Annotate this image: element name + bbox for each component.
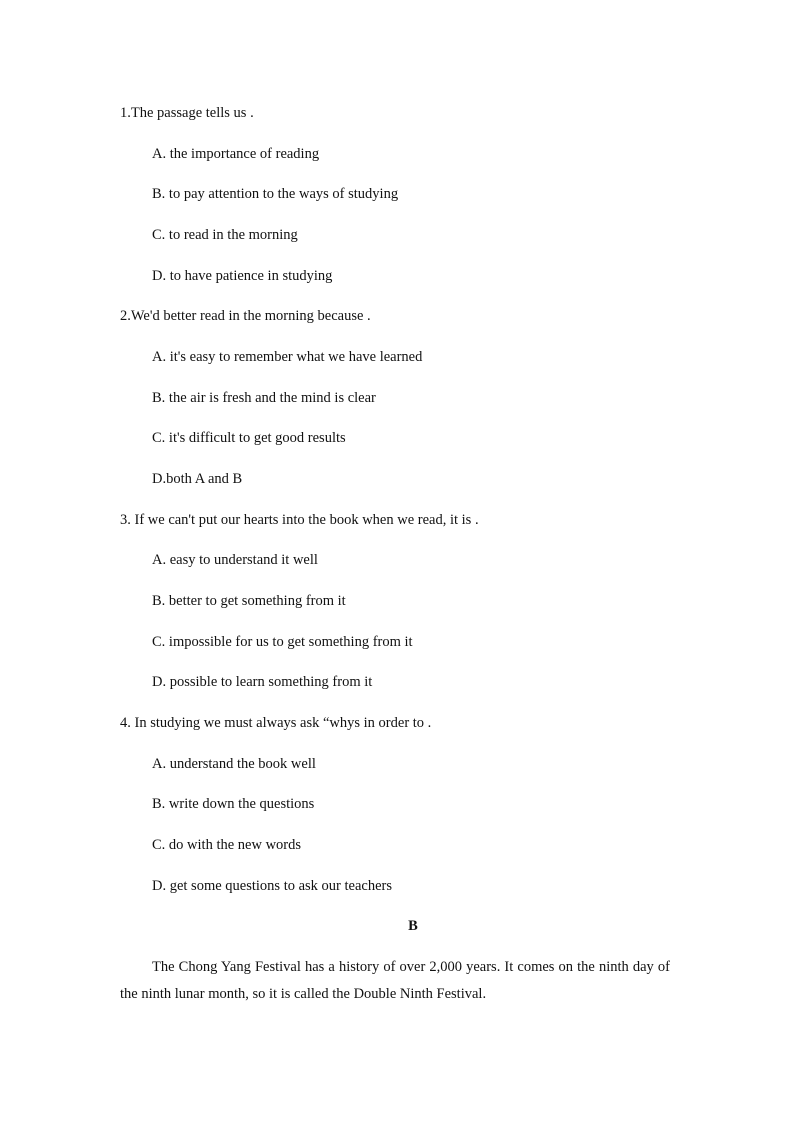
question-2-option-a: A. it's easy to remember what we have learned: [152, 349, 423, 365]
question-4-option-c: C. do with the new words: [152, 837, 302, 853]
question-3-stem: 3. If we can't put our hearts into the book when we read, it is .: [120, 512, 479, 528]
question-1-option-a: A. the importance of reading: [152, 146, 320, 162]
question-3-option-a: A. easy to understand it well: [152, 552, 318, 568]
question-3-option-b: B. better to get something from it: [152, 593, 346, 609]
question-3-option-d: D. possible to learn something from it: [152, 674, 373, 690]
question-4-option-b: B. write down the questions: [152, 796, 315, 812]
question-2-option-d: D.both A and B: [152, 471, 243, 487]
section-heading: B: [408, 918, 418, 934]
question-2-option-b: B. the air is fresh and the mind is clear: [152, 390, 376, 406]
question-4-option-d: D. get some questions to ask our teachers: [152, 878, 393, 894]
section-paragraph: The Chong Yang Festival has a history of over 2,000 years. It comes on the ninth day of the ninth lunar month, so it is called the Double Ninth Festival.: [120, 959, 670, 1002]
question-4-option-a: A. understand the book well: [152, 756, 316, 772]
question-1-option-b: B. to pay attention to the ways of studying: [152, 186, 399, 202]
question-1-stem: 1.The passage tells us .: [120, 105, 254, 121]
question-1-option-d: D. to have patience in studying: [152, 268, 333, 284]
question-3-option-c: C. impossible for us to get something from it: [152, 634, 413, 650]
question-2-stem: 2.We'd better read in the morning because .: [120, 308, 371, 324]
question-1-option-c: C. to read in the morning: [152, 227, 298, 243]
question-4-stem: 4. In studying we must always ask “whys in order to .: [120, 715, 432, 731]
question-2-option-c: C. it's difficult to get good results: [152, 430, 346, 446]
